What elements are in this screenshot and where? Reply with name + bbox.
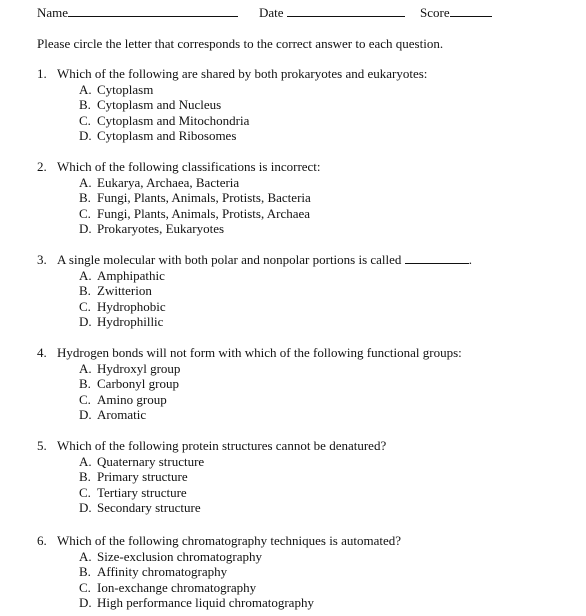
choice-letter: D. [79,128,92,143]
choice-letter: D. [79,407,92,422]
choice-letter: B. [79,469,91,484]
choice-b[interactable] [79,283,577,299]
choice-a[interactable] [79,361,577,377]
choice-letter: A. [79,453,92,469]
question-stem [37,159,577,175]
question-text: Which of the following are shared by both prokaryotes and eukaryotes: [57,66,428,81]
choice-text: Aromatic [97,407,147,422]
score-field [420,5,492,21]
choice-letter: C. [79,205,91,221]
choice-text: Secondary structure [97,500,201,515]
choice-letter: D. [79,595,92,610]
choice-text: Zwitterion [97,283,152,298]
choice-text: Amino group [97,391,167,407]
question-number: 3. [37,252,47,267]
answer-blank-line[interactable] [405,252,469,264]
choice-text: Ion-exchange chromatography [97,579,257,595]
question-2 [37,159,577,237]
choice-list [37,268,577,330]
question-stem [37,345,577,361]
choice-text: Fungi, Plants, Animals, Protists, Archaea [97,205,311,221]
choice-a[interactable] [79,454,577,470]
question-3 [37,252,577,330]
choice-a[interactable] [79,549,577,565]
choice-letter: A. [79,548,92,564]
choice-b[interactable] [79,190,577,206]
question-1 [37,66,577,144]
instructions: Please circle the letter that corresponds to the correct answer to each question. [37,36,444,51]
choice-letter: D. [79,500,92,515]
choice-text: Carbonyl group [97,376,179,391]
choice-letter: B. [79,564,91,579]
choice-text: Prokaryotes, Eukaryotes [97,221,225,236]
choice-letter: A. [79,267,92,283]
choice-d[interactable] [79,407,577,423]
question-stem [37,66,577,82]
choice-text: Hydroxyl group [97,360,181,376]
score-blank-line[interactable] [450,5,492,17]
choice-b[interactable] [79,376,577,392]
choice-letter: D. [79,221,92,236]
question-stem [37,438,577,454]
choice-letter: C. [79,298,91,314]
choice-list [37,82,577,144]
question-text: Which of the following classifications is incorrect: [57,159,321,174]
choice-list [37,549,577,611]
choice-letter: B. [79,376,91,391]
question-text: Hydrogen bonds will not form with which of the following functional groups: [57,345,462,360]
question-number: 1. [37,66,47,81]
choice-text: Size-exclusion chromatography [97,548,262,564]
question-number: 6. [37,533,47,548]
name-field [37,5,238,21]
choice-letter: C. [79,112,91,128]
question-number: 4. [37,345,47,360]
question-text: A single molecular with both polar and nonpolar portions is called [57,252,402,267]
choice-letter: C. [79,484,91,500]
choice-text: Fungi, Plants, Animals, Protists, Bacteria [97,190,311,205]
choice-text: Tertiary structure [97,484,187,500]
question-number: 2. [37,159,47,174]
choice-text: Hydrophillic [97,314,164,329]
choice-list [37,361,577,423]
question-text: Which of the following chromatography techniques is automated? [57,533,402,548]
choice-text: Amphipathic [97,267,165,283]
date-field [259,5,405,21]
choice-text: Eukarya, Archaea, Bacteria [97,174,240,190]
choice-text: Cytoplasm and Ribosomes [97,128,237,143]
choice-text: High performance liquid chromatography [97,595,314,610]
worksheet-header [37,5,586,23]
choice-letter: B. [79,97,91,112]
date-label: Date [259,5,284,20]
question-5 [37,438,577,516]
choice-letter: A. [79,81,92,97]
choice-letter: C. [79,391,91,407]
choice-text: Quaternary structure [97,453,205,469]
choice-b[interactable] [79,469,577,485]
choice-d[interactable] [79,500,577,516]
choice-d[interactable] [79,314,577,330]
choice-text: Hydrophobic [97,298,166,314]
choice-letter: A. [79,360,92,376]
choice-d[interactable] [79,221,577,237]
name-blank-line[interactable] [68,5,238,17]
choice-b[interactable] [79,564,577,580]
choice-text: Primary structure [97,469,188,484]
choice-list [37,454,577,516]
choice-letter: B. [79,190,91,205]
score-label: Score [420,5,450,20]
choice-text: Cytoplasm and Nucleus [97,97,222,112]
question-4 [37,345,577,423]
choice-c[interactable] [79,299,577,315]
question-text: Which of the following protein structures cannot be denatured? [57,438,387,453]
date-blank-line[interactable] [287,5,405,17]
name-label: Name [37,5,69,20]
choice-b[interactable] [79,97,577,113]
choice-text: Cytoplasm and Mitochondria [97,112,250,128]
choice-c[interactable] [79,206,577,222]
choice-text: Cytoplasm [97,81,154,97]
choice-letter: A. [79,174,92,190]
question-stem [37,533,577,549]
stem-end-punctuation: . [468,252,472,267]
choice-a[interactable] [79,268,577,284]
choice-letter: B. [79,283,91,298]
choice-d[interactable] [79,595,577,611]
choice-a[interactable] [79,82,577,98]
choice-c[interactable] [79,485,577,501]
choice-c[interactable] [79,392,577,408]
choice-a[interactable] [79,175,577,191]
choice-c[interactable] [79,113,577,129]
question-6 [37,533,577,611]
choice-d[interactable] [79,128,577,144]
choice-list [37,175,577,237]
choice-letter: D. [79,314,92,329]
choice-letter: C. [79,579,91,595]
choice-c[interactable] [79,580,577,596]
choice-text: Affinity chromatography [97,564,228,579]
question-stem [37,252,577,268]
question-number: 5. [37,438,47,453]
